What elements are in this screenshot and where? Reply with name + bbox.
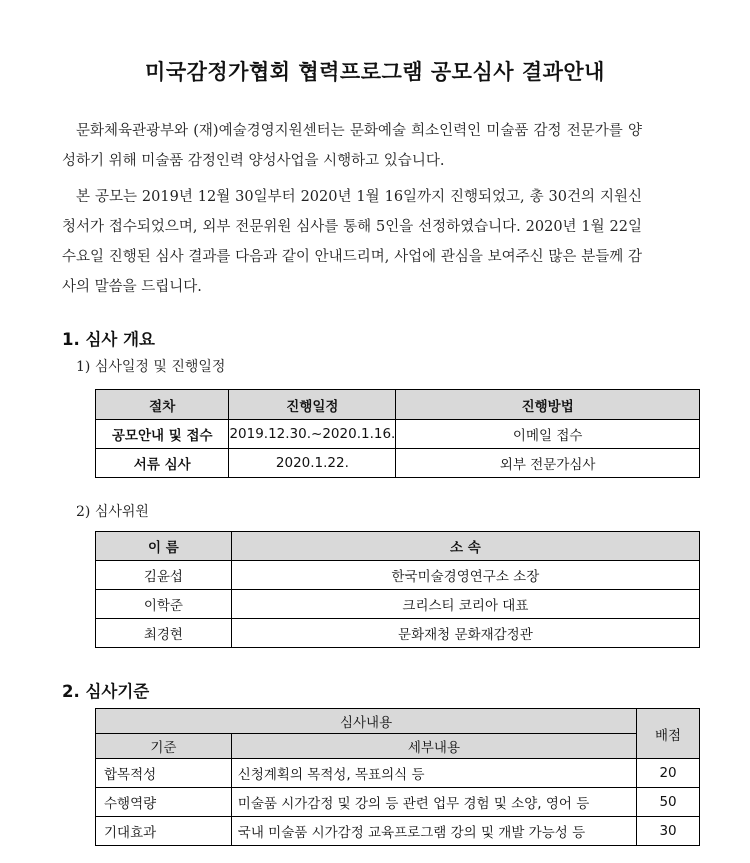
table-row [96,759,700,788]
schedule-cell: 2020.1.22. [229,449,396,478]
table-row [96,590,700,619]
intro-text-1: 문화체육관광부와 (재)예술경영지원센터는 문화예술 희소인력인 미술품 감정 전문가를 양성하기 위해 미술품 감정인력 양성사업을 시행하고 있습니다. [62,123,642,169]
criterion-score: 30 [637,817,700,846]
table-row [96,449,700,478]
judges-header-affiliation: 소 속 [231,532,699,561]
criterion-name: 합목적성 [96,759,232,788]
schedule-table [95,389,700,478]
table-row [96,561,700,590]
criterion-name: 수행역량 [96,788,232,817]
page-title: 미국감정가협회 협력프로그램 공모심사 결과안내 [145,60,605,84]
criteria-header-detail: 세부내용 [231,734,636,759]
intro-text-2: 본 공모는 2019년 12월 30일부터 2020년 1월 16일까지 진행되었고, 총 30건의 지원신청서가 접수되었으며, 외부 전문위원 심사를 통해 5인을 선정하였습니다. 2020년 1월 22일 수요일 진행된 심사 결과를 다음과 같이 안내드리며, 사업에 관심을 보여주신 많은 분들께 감사의 말씀을 드립니다. [62,189,642,295]
schedule-subheading: 1) 심사일정 및 진행일정 [76,359,226,375]
criteria-header-row [96,709,700,734]
criteria-header-criterion: 기준 [96,734,232,759]
criterion-detail: 국내 미술품 시가감정 교육프로그램 강의 및 개발 가능성 등 [231,817,636,846]
schedule-cell: 서류 심사 [96,449,229,478]
schedule-header-procedure: 절차 [96,390,229,420]
table-row [96,619,700,648]
judge-affiliation: 문화재청 문화재감정관 [231,619,699,648]
schedule-cell: 외부 전문가심사 [396,449,700,478]
table-row [96,420,700,449]
judges-header-row [96,532,700,561]
table-row [96,788,700,817]
intro-paragraph-1 [62,116,642,176]
criterion-detail: 미술품 시가감정 및 강의 등 관련 업무 경험 및 소양, 영어 등 [231,788,636,817]
judge-name: 김윤섭 [96,561,232,590]
criterion-detail: 신청계획의 목적성, 목표의식 등 [231,759,636,788]
judge-affiliation: 한국미술경영연구소 소장 [231,561,699,590]
criteria-table [95,708,700,846]
criteria-subheader-row [96,734,700,759]
criterion-name: 기대효과 [96,817,232,846]
table-row [96,817,700,846]
criteria-header-score: 배점 [637,709,700,759]
schedule-header-row [96,390,700,420]
judge-name: 이학준 [96,590,232,619]
schedule-cell: 공모안내 및 접수 [96,420,229,449]
judges-table [95,531,700,648]
criterion-score: 20 [637,759,700,788]
judges-subheading: 2) 심사위원 [76,504,149,520]
schedule-cell: 2019.12.30.~2020.1.16. [229,420,396,449]
intro-paragraph-2 [62,182,642,302]
schedule-header-date: 진행일정 [229,390,396,420]
schedule-header-method: 진행방법 [396,390,700,420]
judges-header-name: 이 름 [96,532,232,561]
criteria-header-group: 심사내용 [96,709,637,734]
section-1-heading: 1. 심사 개요 [62,330,155,349]
section-2-heading: 2. 심사기준 [62,682,150,701]
judge-affiliation: 크리스티 코리아 대표 [231,590,699,619]
criterion-score: 50 [637,788,700,817]
judge-name: 최경현 [96,619,232,648]
schedule-cell: 이메일 접수 [396,420,700,449]
